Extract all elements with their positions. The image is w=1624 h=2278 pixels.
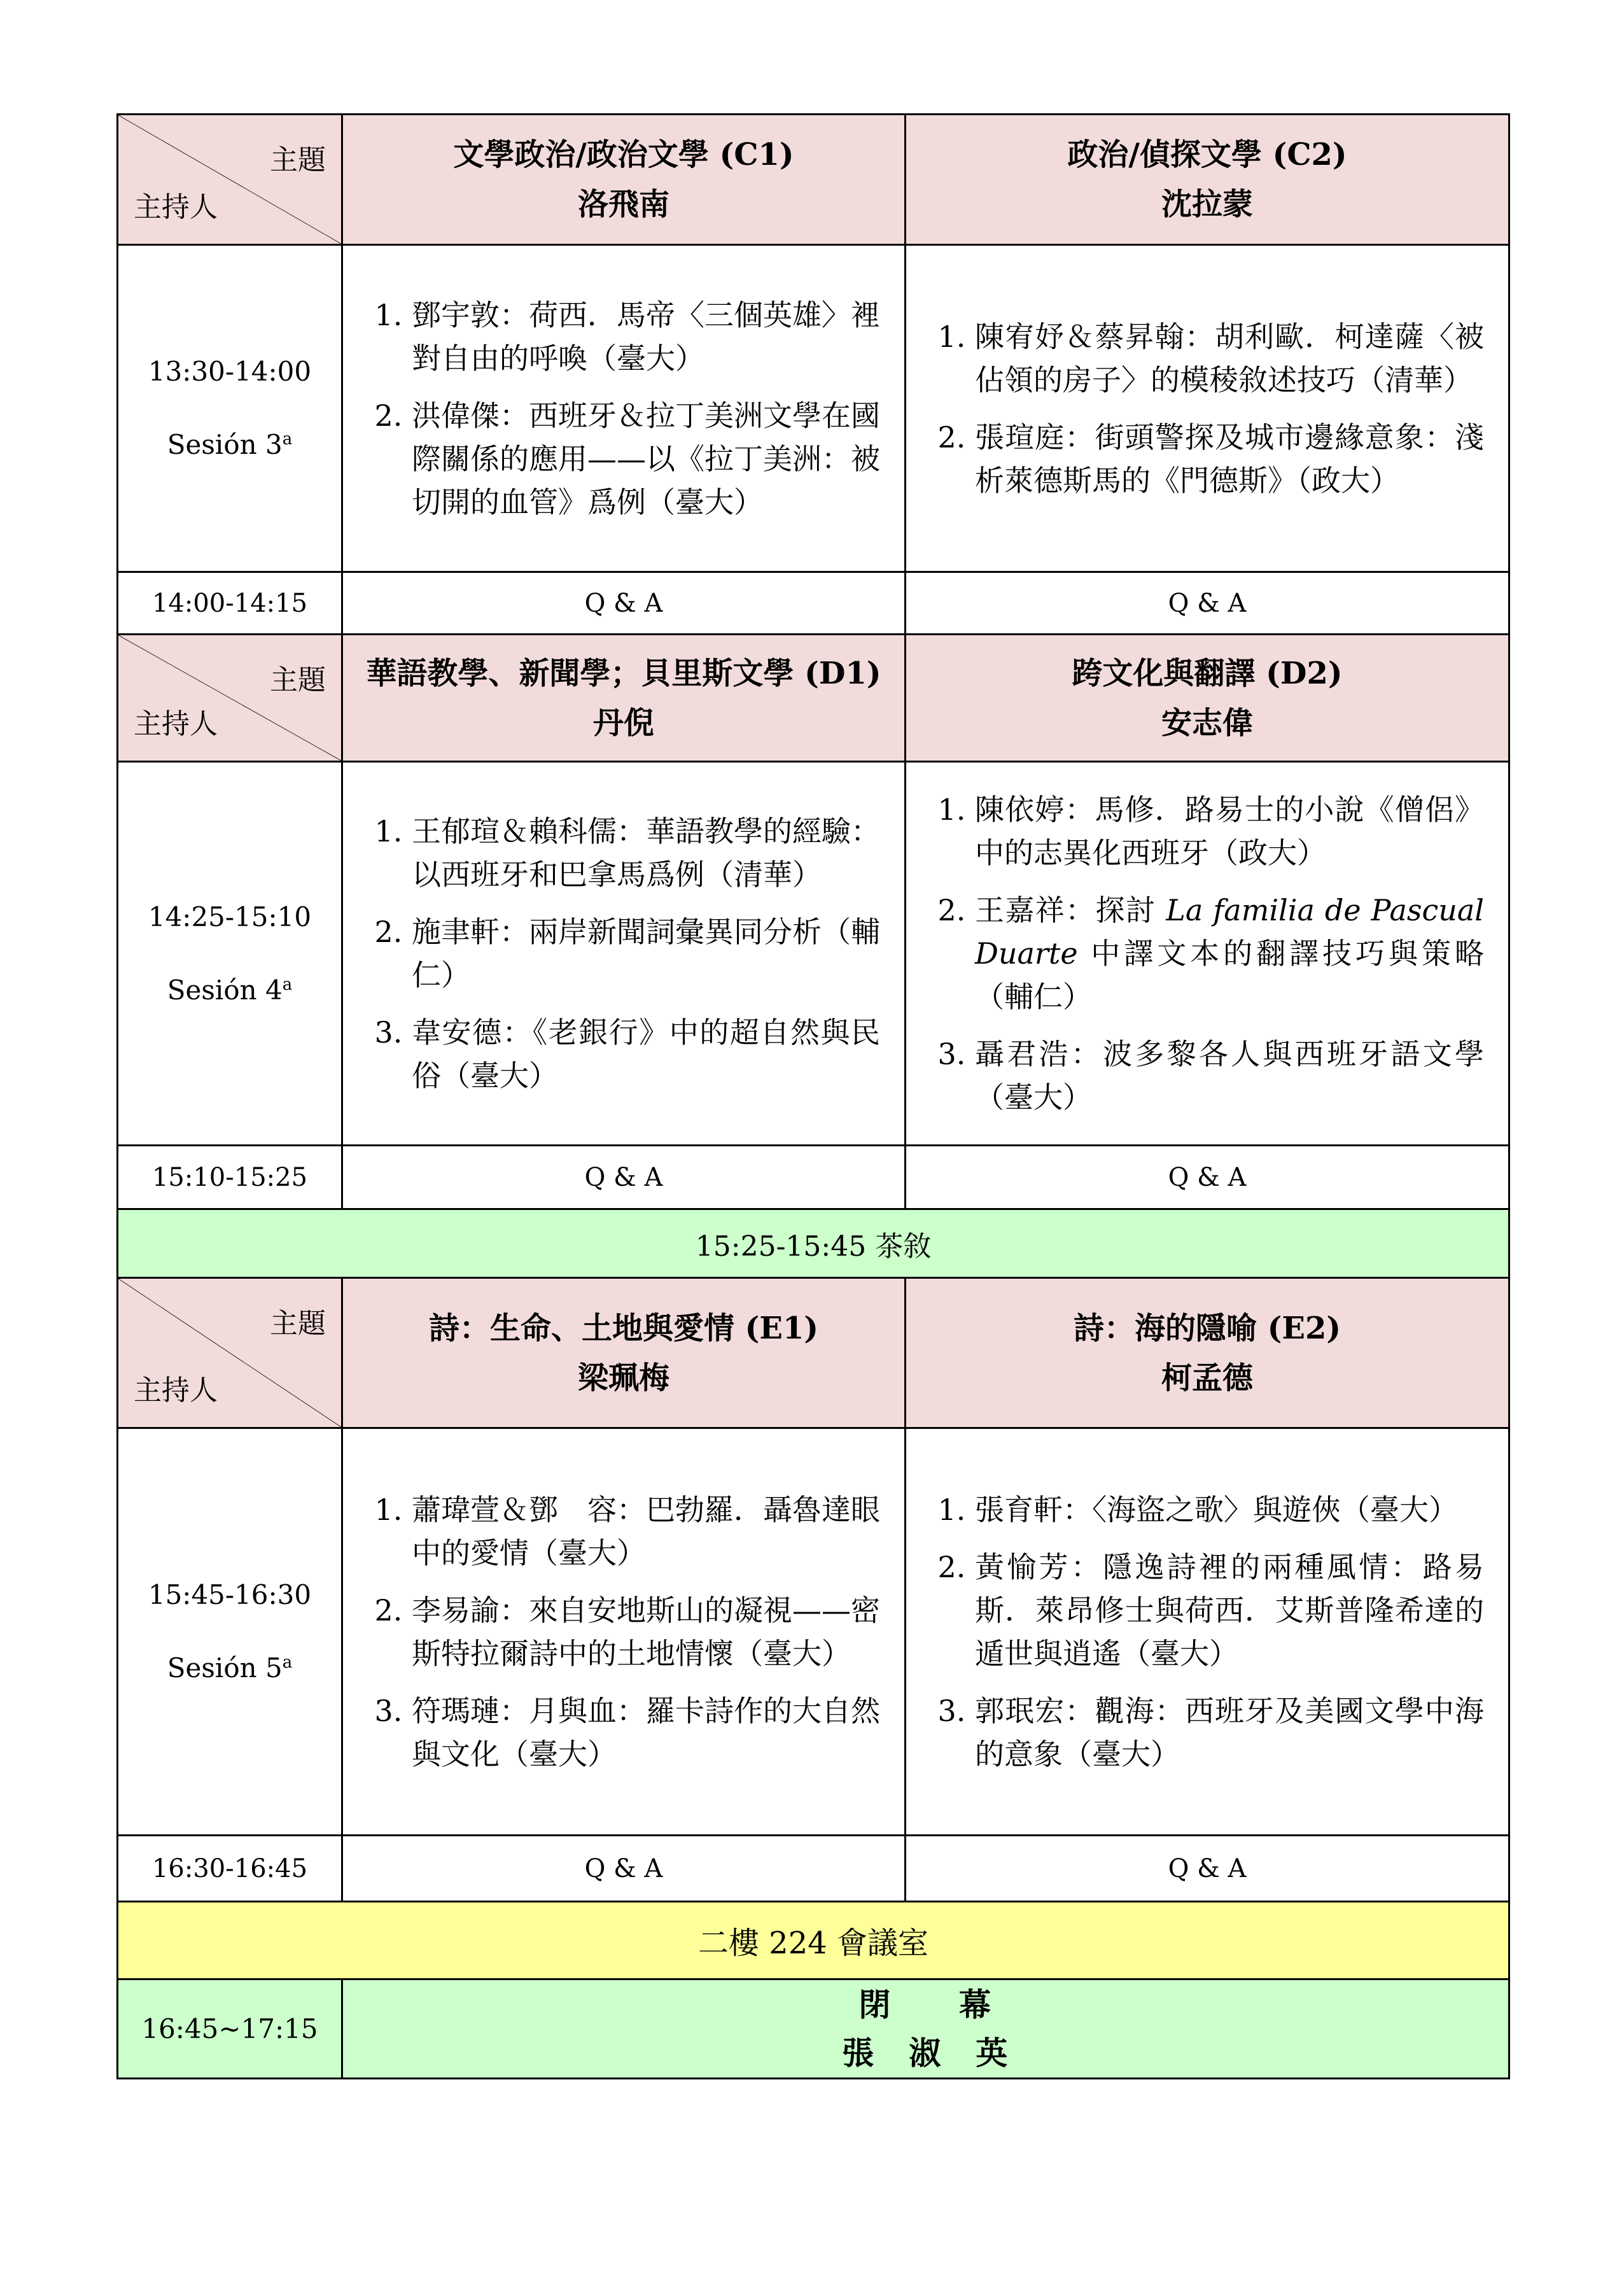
theme-title: 詩：生命、土地與愛情 (E1) (428, 1310, 819, 1346)
room-row (118, 1902, 1509, 1979)
theme-host: 丹倪 (592, 705, 654, 741)
qa-row (118, 1836, 1509, 1902)
program-table (116, 113, 1510, 2079)
theme-title: 詩：海的隱喻 (E2) (1073, 1310, 1341, 1346)
qa-label: Q & A (342, 1836, 906, 1902)
papers-cell (906, 762, 1509, 1146)
session-label: Sesión 5$^a$ (167, 1652, 293, 1684)
paper-item: 3. 郭珉宏：觀海：西班牙及美國文學中海的意象（臺大） (975, 1689, 1484, 1776)
paper-item: 2. 黃愉芳：隱逸詩裡的兩種風情：路易斯．萊昂修士與荷西．艾斯普隆希達的遁世與逍遙（臺大） (975, 1545, 1484, 1675)
paper-item: 2. 洪偉傑：西班牙＆拉丁美洲文學在國際關係的應用——以《拉丁美洲：被切開的血管》爲例（臺大） (412, 394, 880, 524)
host-label: 主持人 (134, 1374, 218, 1407)
papers-cell (906, 1428, 1509, 1836)
block-header (118, 115, 1509, 245)
qa-row (118, 1146, 1509, 1209)
session-row (118, 1428, 1509, 1836)
theme-label: 主題 (270, 144, 326, 176)
qa-time: 14:00-14:15 (118, 572, 342, 635)
theme-cell (906, 115, 1509, 245)
theme-cell (342, 115, 906, 245)
slash-header-cell (118, 635, 342, 762)
papers-cell (906, 245, 1509, 572)
session-row (118, 762, 1509, 1146)
qa-label: Q & A (342, 1146, 906, 1209)
paper-list (930, 788, 1484, 1119)
theme-host: 安志偉 (1161, 705, 1253, 741)
theme-host: 梁珮梅 (577, 1360, 669, 1396)
closing-host: 張 淑 英 (842, 2034, 1009, 2072)
tea-break: 15:25-15:45 茶敘 (118, 1209, 1509, 1278)
time-cell (118, 762, 342, 1146)
session-label: Sesión 3$^a$ (167, 429, 293, 460)
paper-item: 2. 李易諭：來自安地斯山的凝視——密斯特拉爾詩中的土地情懷（臺大） (412, 1589, 880, 1675)
papers-cell (342, 1428, 906, 1836)
closing-row (118, 1979, 1509, 2079)
papers-cell (342, 245, 906, 572)
theme-cell (906, 635, 1509, 762)
session-label: Sesión 4$^a$ (167, 974, 293, 1006)
paper-list (930, 1488, 1484, 1776)
paper-item: 2. 張瑄庭：街頭警探及城市邊緣意象：淺析萊德斯馬的《門德斯》（政大） (975, 416, 1484, 502)
theme-cell (342, 635, 906, 762)
theme-title: 華語教學、新聞學；貝里斯文學 (D1) (366, 655, 881, 691)
qa-label: Q & A (906, 1836, 1509, 1902)
paper-list (367, 293, 880, 524)
time-range: 13:30-14:00 (148, 356, 312, 387)
papers-cell (342, 762, 906, 1146)
paper-item: 1. 張育軒：〈海盜之歌〉與遊俠（臺大） (975, 1488, 1484, 1531)
closing-title: 閉 幕 (858, 1985, 993, 2023)
theme-label: 主題 (270, 1307, 326, 1340)
theme-host: 洛飛南 (577, 186, 669, 222)
paper-item: 1. 王郁瑄＆賴科儒：華語教學的經驗：以西班牙和巴拿馬爲例（清華） (412, 810, 880, 896)
paper-list (367, 1488, 880, 1776)
paper-item: 3. 符瑪璉：月與血：羅卡詩作的大自然與文化（臺大） (412, 1689, 880, 1776)
qa-time: 15:10-15:25 (118, 1146, 342, 1209)
paper-item: 1. 蕭瑋萱＆鄧 容：巴勃羅．聶魯達眼中的愛情（臺大） (412, 1488, 880, 1575)
tea-break-row (118, 1209, 1509, 1278)
paper-list (930, 315, 1484, 502)
block-header (118, 1278, 1509, 1428)
theme-title: 跨文化與翻譯 (D2) (1072, 655, 1343, 691)
theme-host: 柯孟德 (1161, 1360, 1253, 1396)
qa-label: Q & A (906, 1146, 1509, 1209)
closing-cell (342, 1979, 1509, 2079)
qa-label: Q & A (906, 572, 1509, 635)
time-range: 14:25-15:10 (148, 901, 312, 932)
time-cell (118, 245, 342, 572)
closing-time: 16:45~17:15 (118, 1979, 342, 2079)
paper-item: 1. 陳宥妤＆蔡昇翰：胡利歐．柯達薩〈被佔領的房子〉的模稜敘述技巧（清華） (975, 315, 1484, 402)
theme-cell (342, 1278, 906, 1428)
theme-title: 文學政治/政治文學 (C1) (453, 137, 794, 172)
paper-item: 3. 韋安德：《老銀行》中的超自然與民俗（臺大） (412, 1011, 880, 1097)
slash-header-cell (118, 115, 342, 245)
paper-item: 2. 施聿軒：兩岸新聞詞彙異同分析（輔仁） (412, 910, 880, 997)
session-row (118, 245, 1509, 572)
qa-label: Q & A (342, 572, 906, 635)
room-label: 二樓 224 會議室 (118, 1902, 1509, 1979)
paper-item: 1. 鄧宇敦：荷西．馬帝〈三個英雄〉裡對自由的呼喚（臺大） (412, 293, 880, 380)
paper-item: 2. 王嘉祥：探討 La familia de Pascual Duarte 中譯文本的翻譯技巧與策略（輔仁） (975, 889, 1484, 1018)
time-cell (118, 1428, 342, 1836)
time-range: 15:45-16:30 (148, 1579, 312, 1610)
qa-time: 16:30-16:45 (118, 1836, 342, 1902)
block-header (118, 635, 1509, 762)
slash-header-cell (118, 1278, 342, 1428)
paper-list (367, 810, 880, 1097)
theme-host: 沈拉蒙 (1161, 186, 1253, 222)
theme-label: 主題 (270, 664, 326, 696)
qa-row (118, 572, 1509, 635)
host-label: 主持人 (134, 708, 218, 740)
paper-item: 3. 聶君浩：波多黎各人與西班牙語文學（臺大） (975, 1032, 1484, 1119)
theme-title: 政治/偵探文學 (C2) (1067, 137, 1347, 172)
host-label: 主持人 (134, 191, 218, 223)
paper-item: 1. 陳依婷：馬修．路易士的小說《僧侶》中的志異化西班牙（政大） (975, 788, 1484, 875)
theme-cell (906, 1278, 1509, 1428)
